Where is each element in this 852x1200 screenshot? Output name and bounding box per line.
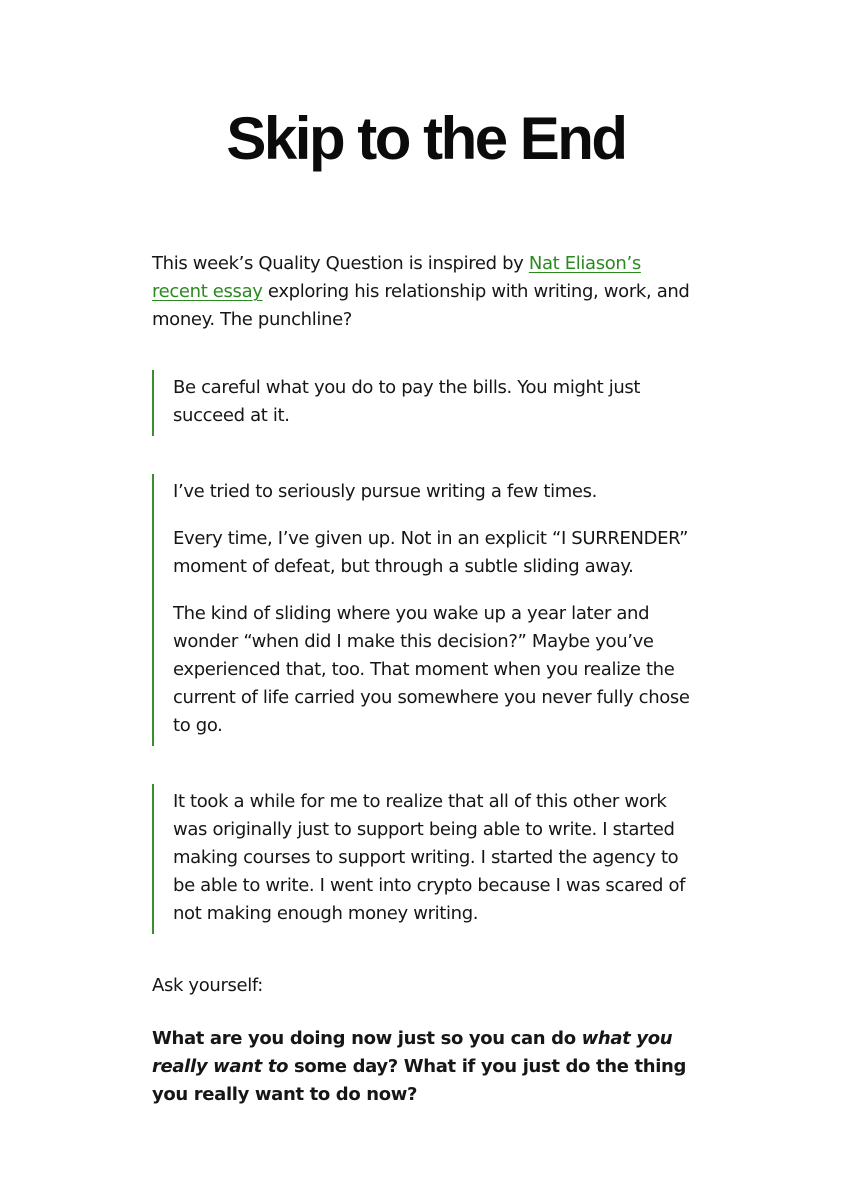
question-emphasis: what you really want to xyxy=(152,1028,673,1077)
quote-paragraph: It took a while for me to realize that all of this other work was originally just to support being able to write. I started making courses to support writing. I started the agency to be able to write. I went into crypto because I was scared of not making enough money writing. xyxy=(173,791,686,924)
essay-link[interactable]: Nat Eliason’s recent essay xyxy=(152,253,641,302)
quote-paragraph: Be careful what you do to pay the bills. You might just succeed at it. xyxy=(173,377,641,426)
intro-text-before-link: This week’s Quality Question is inspired by xyxy=(152,253,529,274)
intro-text-after-link: exploring his relationship with writing, work, and money. The punchline? xyxy=(152,281,690,330)
question-part-1: What are you doing now just so you can do xyxy=(152,1028,582,1049)
ask-yourself-text: Ask yourself: xyxy=(152,975,263,996)
blockquote-support-writing xyxy=(152,784,700,934)
blockquote-writing-attempts xyxy=(152,474,700,746)
question-part-2: some day? What if you just do the thing you really want to do now? xyxy=(152,1056,687,1105)
page-title: Skip to the End xyxy=(226,105,626,172)
quality-question xyxy=(152,1025,700,1109)
article-body xyxy=(152,250,700,1109)
blockquote-punchline xyxy=(152,370,700,436)
quote-paragraph: The kind of sliding where you wake up a year later and wonder “when did I make this decision?” Maybe you’ve experienced that, too. That moment when you realize the current of life carried you somewhere you never fully chose to go. xyxy=(173,603,690,736)
quote-paragraph: I’ve tried to seriously pursue writing a few times. xyxy=(173,481,598,502)
intro-paragraph xyxy=(152,250,700,334)
quote-paragraph: Every time, I’ve given up. Not in an explicit “I SURRENDER” moment of defeat, but through a subtle sliding away. xyxy=(173,528,689,577)
